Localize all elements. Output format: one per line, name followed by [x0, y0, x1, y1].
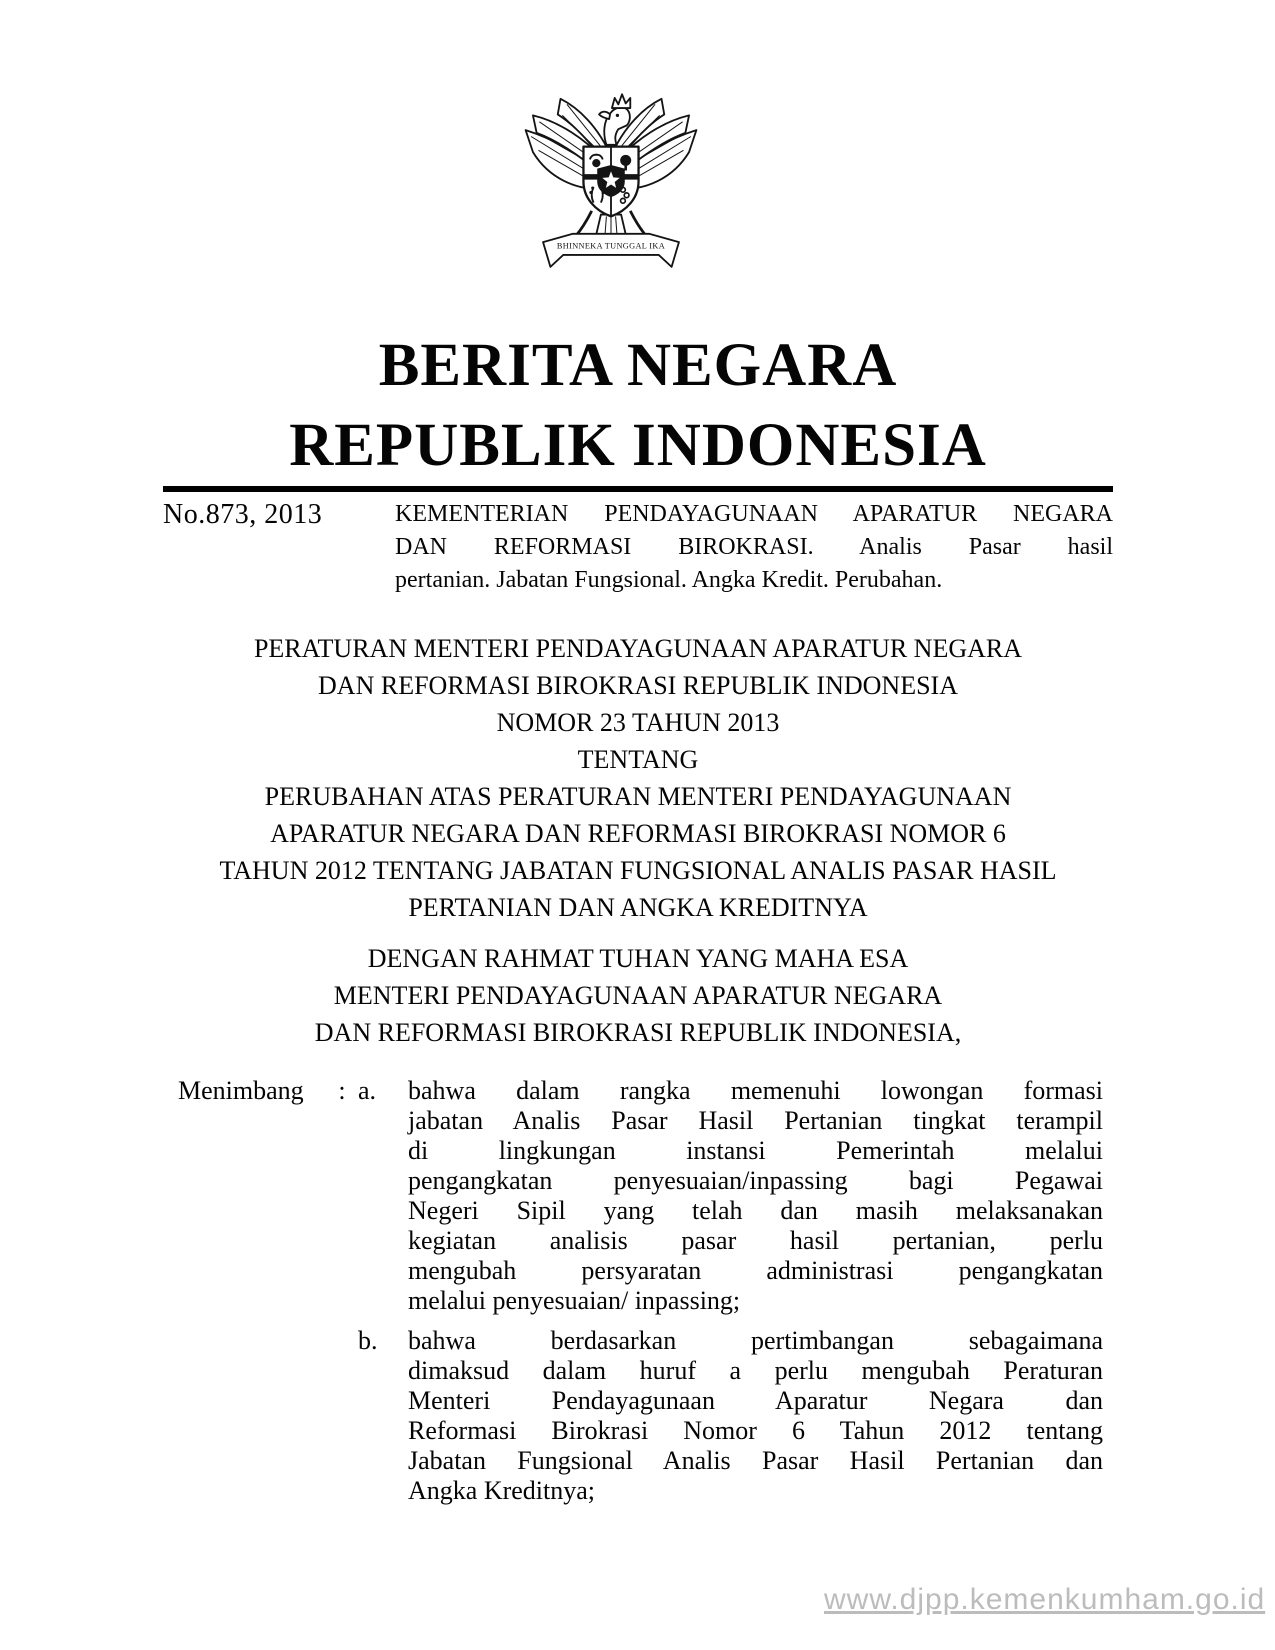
invocation-block: [163, 940, 1113, 1051]
item-text-line: jabatan Analis Pasar Hasil Pertanian tingkat terampil: [408, 1106, 1103, 1135]
regulation-title-line: TAHUN 2012 TENTANG JABATAN FUNGSIONAL ANALIS PASAR HASIL: [219, 856, 1057, 885]
gazette-abstract: [395, 498, 1113, 597]
masthead: [163, 326, 1113, 486]
garuda-emblem-drawing: [516, 86, 706, 288]
motto-ribbon: [543, 234, 679, 267]
masthead-line2: REPUBLIK INDONESIA: [289, 412, 987, 479]
masthead-divider-rule: [163, 486, 1113, 492]
regulation-title-line: APARATUR NEGARA DAN REFORMASI BIROKRASI NOMOR 6: [270, 819, 1006, 848]
item-text-line: melalui penyesuaian/ inpassing;: [408, 1286, 741, 1315]
pancasila-shield: [583, 147, 638, 217]
item-text-line: bahwa berdasarkan pertimbangan sebagaimana: [408, 1326, 1103, 1355]
considering-label: Menimbang: [178, 1076, 304, 1105]
item-text-line: bahwa dalam rangka memenuhi lowongan formasi: [408, 1076, 1103, 1105]
regulation-title-block: [163, 630, 1113, 926]
considering-section: [163, 1076, 1113, 1506]
regulation-title-line: PERTANIAN DAN ANGKA KREDITNYA: [408, 893, 868, 922]
item-text-line: Angka Kreditnya;: [408, 1476, 596, 1505]
considering-item-b: [358, 1326, 1105, 1506]
item-text-line: pengangkatan penyesuaian/inpassing bagi Pegawai: [408, 1166, 1103, 1195]
item-text-line: Negeri Sipil yang telah dan masih melaksanakan: [408, 1196, 1103, 1225]
item-text-line: mengubah persyaratan administrasi pengangkatan: [408, 1256, 1103, 1285]
item-text: [408, 1326, 1103, 1506]
invocation-line: DAN REFORMASI BIROKRASI REPUBLIK INDONESIA,: [314, 1018, 962, 1047]
considering-colon: :: [338, 1076, 346, 1105]
item-text-line: Jabatan Fungsional Analis Pasar Hasil Pertanian dan: [408, 1446, 1103, 1475]
abstract-line: DAN REFORMASI BIROKRASI. Analis Pasar hasil: [395, 534, 1113, 560]
considering-item-a: [358, 1076, 1105, 1316]
gazette-number: No.873, 2013: [163, 499, 323, 530]
abstract-line: pertanian. Jabatan Fungsional. Angka Kredit. Perubahan.: [395, 567, 943, 593]
gazette-header-row: [163, 498, 1113, 597]
regulation-title-line: PERUBAHAN ATAS PERATURAN MENTERI PENDAYAGUNAAN: [264, 782, 1012, 811]
regulation-title-line: NOMOR 23 TAHUN 2013: [496, 708, 780, 737]
item-text-line: dimaksud dalam huruf a perlu mengubah Peraturan: [408, 1356, 1103, 1385]
abstract-line: KEMENTERIAN PENDAYAGUNAAN APARATUR NEGARA: [395, 501, 1113, 527]
item-marker: b.: [358, 1326, 378, 1355]
invocation-line: DENGAN RAHMAT TUHAN YANG MAHA ESA: [367, 944, 909, 973]
item-text-line: Menteri Pendayagunaan Aparatur Negara dan: [408, 1386, 1103, 1415]
regulation-title-line: DAN REFORMASI BIROKRASI REPUBLIK INDONESIA: [318, 671, 958, 700]
watermark-link[interactable]: www.djpp.kemenkumham.go.id: [824, 1583, 1266, 1616]
motto-text: BHINNEKA TUNGGAL IKA: [556, 241, 666, 251]
item-text: [408, 1076, 1103, 1316]
garuda-pancasila-emblem: [516, 86, 706, 288]
considering-items: [358, 1076, 1105, 1506]
item-marker: a.: [358, 1076, 377, 1105]
item-text-line: kegiatan analisis pasar hasil pertanian, perlu: [408, 1226, 1103, 1255]
item-text-line: Reformasi Birokrasi Nomor 6 Tahun 2012 tentang: [408, 1416, 1103, 1445]
regulation-title-line: TENTANG: [577, 745, 699, 774]
invocation-line: MENTERI PENDAYAGUNAAN APARATUR NEGARA: [333, 981, 943, 1010]
item-text-line: di lingkungan instansi Pemerintah melalui: [408, 1136, 1103, 1165]
regulation-title-line: PERATURAN MENTERI PENDAYAGUNAAN APARATUR NEGARA: [253, 634, 1023, 663]
masthead-line1: BERITA NEGARA: [378, 332, 898, 399]
